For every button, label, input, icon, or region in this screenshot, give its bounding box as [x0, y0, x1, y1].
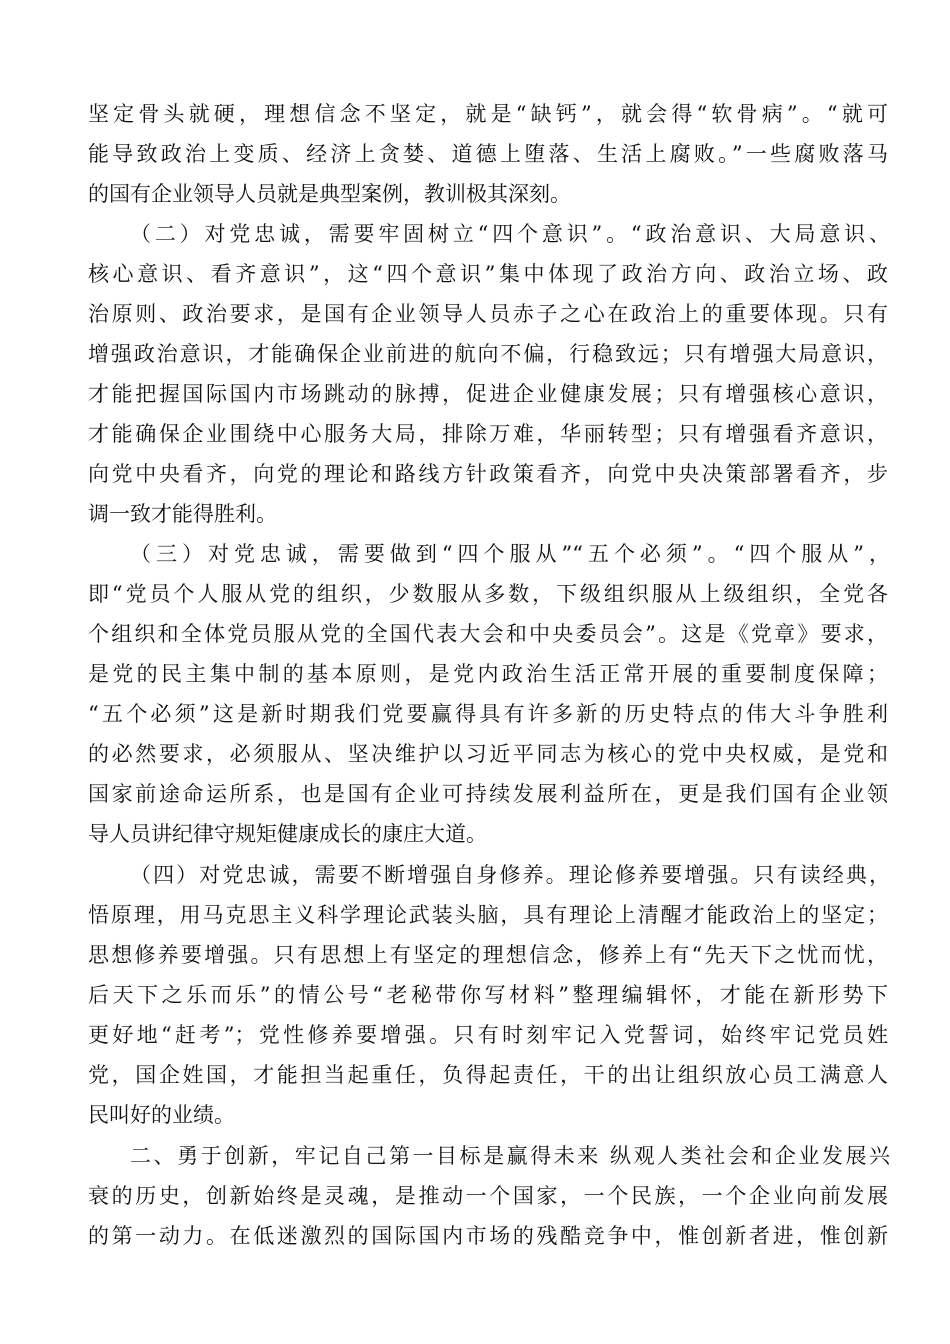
text-line: 是党的民主集中制的基本原则，是党内政治生活正常开展的重要制度保障；: [88, 662, 888, 686]
paragraph-start-line: （三）对党忠诚，需要做到“四个服从”“五个必须”。“四个服从”，: [130, 542, 890, 566]
text-line: 治原则、政治要求，是国有企业领导人员赤子之心在政治上的重要体现。只有: [88, 302, 888, 326]
text-line: “五个必须”这是新时期我们党要赢得具有许多新的历史特点的伟大斗争胜利: [88, 702, 888, 726]
text-line: 衰的历史，创新始终是灵魂，是推动一个国家，一个民族，一个企业向前发展: [88, 1184, 888, 1208]
text-line: 的国有企业领导人员就是典型案例，教训极其深刻。: [88, 182, 571, 206]
text-line: 思想修养要增强。只有思想上有坚定的理想信念，修养上有“先天下之忧而忧，: [88, 943, 888, 967]
text-line: 坚定骨头就硬，理想信念不坚定，就是“缺钙”，就会得“软骨病”。“就可: [88, 102, 888, 126]
paragraph-start-line: （四）对党忠诚，需要不断增强自身修养。理论修养要增强。只有读经典，: [130, 863, 890, 887]
text-line: 增强政治意识，才能确保企业前进的航向不偏，行稳致远；只有增强大局意识，: [88, 342, 888, 366]
text-line: 向党中央看齐，向党的理论和路线方针政策看齐，向党中央决策部署看齐，步: [88, 462, 888, 486]
text-line: 的必然要求，必须服从、坚决维护以习近平同志为核心的党中央权威，是党和: [88, 742, 888, 766]
text-line: 党，国企姓国，才能担当起重任，负得起责任，干的出让组织放心员工满意人: [88, 1063, 888, 1087]
text-line: 即“党员个人服从党的组织，少数服从多数，下级组织服从上级组织，全党各: [88, 582, 888, 606]
text-line: 调一致才能得胜利。: [88, 502, 277, 526]
text-line: 悟原理，用马克思主义科学理论武装头脑，具有理论上清醒才能政治上的坚定；: [88, 903, 888, 927]
text-line: 能导致政治上变质、经济上贪婪、道德上堕落、生活上腐败。”一些腐败落马: [88, 142, 888, 166]
paragraph-start-line: （二）对党忠诚，需要牢固树立“四个意识”。“政治意识、大局意识、: [130, 222, 890, 246]
text-line: 的第一动力。在低迷激烈的国际国内市场的残酷竞争中，惟创新者进，惟创新: [88, 1224, 888, 1248]
text-line: 核心意识、看齐意识”，这“四个意识”集中体现了政治方向、政治立场、政: [88, 262, 888, 286]
text-line: 后天下之乐而乐”的情公号“老秘带你写材料”整理编辑怀，才能在新形势下: [88, 983, 888, 1007]
text-line: 更好地“赶考”；党性修养要增强。只有时刻牢记入党誓词，始终牢记党员姓: [88, 1023, 888, 1047]
text-line: 民叫好的业绩。: [88, 1103, 235, 1127]
text-line: 国家前途命运所系，也是国有企业可持续发展利益所在，更是我们国有企业领: [88, 782, 888, 806]
text-line: 才能把握国际国内市场跳动的脉搏，促进企业健康发展；只有增强核心意识，: [88, 382, 888, 406]
text-line: 导人员讲纪律守规矩健康成长的康庄大道。: [88, 822, 487, 846]
text-line: 个组织和全体党员服从党的全国代表大会和中央委员会”。这是《党章》要求，: [88, 622, 888, 646]
text-line: 才能确保企业围绕中心服务大局，排除万难，华丽转型；只有增强看齐意识，: [88, 422, 888, 446]
section-heading-line: 二、勇于创新，牢记自己第一目标是赢得未来 纵观人类社会和企业发展兴: [130, 1144, 890, 1168]
